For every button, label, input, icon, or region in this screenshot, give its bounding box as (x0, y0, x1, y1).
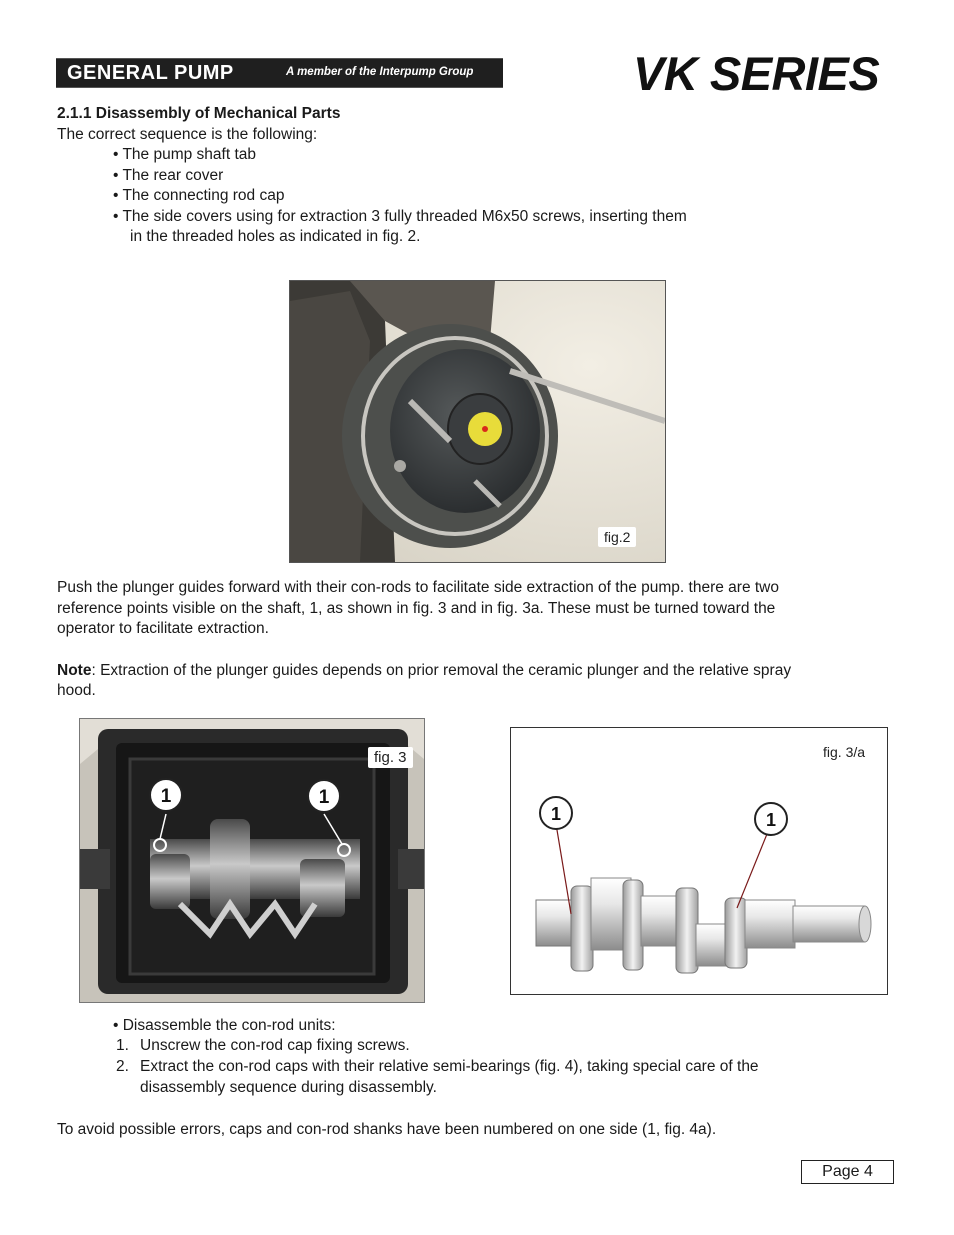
note-label: Note (57, 662, 92, 679)
fig3-label: fig. 3 (368, 747, 413, 768)
list-item-continuation: in the threaded holes as indicated in fig. 2. (130, 228, 421, 245)
step-number: 2. (116, 1058, 129, 1075)
brand-tagline: A member of the Interpump Group (286, 66, 474, 78)
fig3a-drawing (510, 727, 888, 995)
fig3-callout: 1 (160, 786, 172, 807)
note-line-2: hood. (57, 682, 96, 699)
paragraph-line: operator to facilitate extraction. (57, 620, 269, 637)
fig3a-callout: 1 (765, 810, 777, 830)
fig3a-callout: 1 (550, 804, 562, 824)
paragraph-line: Push the plunger guides forward with their con-rods to facilitate side extraction of the pump. there are two (57, 579, 779, 596)
note-text: : Extraction of the plunger guides depends on prior removal the ceramic plunger and the relative spray (91, 662, 792, 679)
paragraph-line: reference points visible on the shaft, 1, as shown in fig. 3 and in fig. 3a. These must be turned toward the (57, 600, 776, 617)
section-title: 2.1.1 Disassembly of Mechanical Parts (57, 105, 341, 122)
fig2-photo (289, 280, 666, 563)
step-number: 1. (116, 1037, 129, 1054)
page-number: Page 4 (801, 1160, 894, 1184)
fig2-illustration (290, 281, 665, 562)
step-text-continuation: disassembly sequence during disassembly. (140, 1079, 437, 1096)
note-line (57, 661, 791, 682)
series-title: VK SERIES (633, 47, 880, 100)
list-item: • The pump shaft tab (113, 146, 257, 163)
list-item: • The side covers using for extraction 3 fully threaded M6x50 screws, inserting them (113, 208, 687, 225)
list-item: • The rear cover (113, 167, 224, 184)
fig3a-illustration (511, 728, 887, 994)
section-intro: The correct sequence is the following: (57, 126, 318, 143)
fig2-label: fig.2 (598, 527, 636, 547)
step-text: Unscrew the con-rod cap fixing screws. (140, 1037, 410, 1054)
fig3a-label: fig. 3/a (823, 744, 866, 760)
brand-bar (56, 58, 503, 88)
list-item: • The connecting rod cap (113, 187, 285, 204)
brand-name: GENERAL PUMP (67, 62, 234, 84)
fig3-photo (79, 718, 425, 1003)
final-note: To avoid possible errors, caps and con-rod shanks have been numbered on one side (1, fig. 4a). (57, 1121, 717, 1138)
step-text: Extract the con-rod caps with their relative semi-bearings (fig. 4), taking special care of the (140, 1058, 759, 1075)
conrod-heading: • Disassemble the con-rod units: (113, 1017, 336, 1034)
fig3-callout: 1 (318, 787, 330, 808)
